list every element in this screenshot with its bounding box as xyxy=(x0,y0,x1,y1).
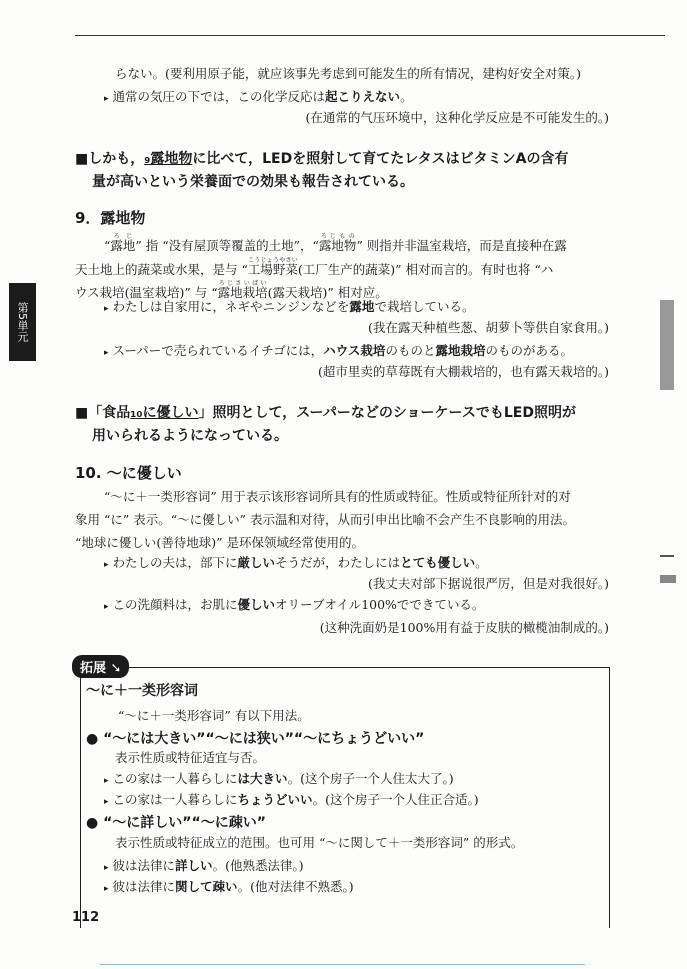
text-line xyxy=(115,750,265,766)
text-segment: ● “～には大きい”“～には狭い”“～にちょうどいい” xyxy=(86,731,425,747)
text-segment: 天土地上的蔬菜或水果，是与 “ xyxy=(75,262,248,277)
translation-line xyxy=(320,620,609,636)
text-segment: ■しかも， xyxy=(75,151,145,167)
bold-term: とても優しい xyxy=(400,555,476,570)
text-segment: 10. ～に優しい xyxy=(75,464,182,482)
text-line xyxy=(92,174,414,190)
bullet-triangle-icon: ▸ xyxy=(104,348,109,358)
example-sentence xyxy=(104,597,484,615)
text-segment: で栽培している。 xyxy=(374,299,475,314)
extension-label-text: 拓展 xyxy=(80,661,107,676)
text-segment: 象用 “に” 表示。“～に優しい” 表示温和对待，从而引申出比喻不会产生不良影响的用法。 xyxy=(75,512,575,527)
text-line xyxy=(75,405,576,421)
translation-line xyxy=(368,320,609,336)
text-line xyxy=(92,428,288,444)
bullet-triangle-icon: ▸ xyxy=(104,94,109,104)
text-segment: “ xyxy=(104,238,111,253)
text-segment: らない。(要利用原子能，就应该事先考虑到可能发生的所有情况，建构好安全对策。) xyxy=(115,66,582,81)
text-segment: 彼は法律に xyxy=(112,879,176,894)
text-segment: 。 xyxy=(475,555,488,570)
text-line xyxy=(115,835,523,851)
example-sentence xyxy=(104,343,573,361)
text-segment: のものと xyxy=(385,343,436,358)
text-segment: そうだが，わたしには xyxy=(275,555,401,570)
bullet-triangle-icon: ▸ xyxy=(104,776,109,786)
bullet-triangle-icon: ▸ xyxy=(104,863,109,873)
bold-term: ちょうどいい xyxy=(237,792,313,807)
example-sentence xyxy=(104,299,474,317)
text-segment: ■「食品 xyxy=(75,405,131,421)
example-sentence xyxy=(104,555,488,573)
bold-term: 厳しい xyxy=(237,555,276,570)
text-segment: 工場野菜こうじょうやさい xyxy=(247,257,298,277)
text-line xyxy=(75,257,553,278)
text-segment: (在通常的气压环境中，这种化学反应是不可能发生的。) xyxy=(305,110,609,125)
text-segment: のものがある。 xyxy=(485,343,573,358)
page-number: 112 xyxy=(72,910,100,925)
text-segment: (超市里卖的草莓既有大棚栽培的，也有露天栽培的。) xyxy=(317,364,609,379)
bold-term: 起こりえない xyxy=(325,89,401,104)
example-sentence xyxy=(104,858,304,876)
scan-artifact xyxy=(660,575,676,583)
text-segment: 露地ろじ xyxy=(110,233,136,253)
text-line xyxy=(104,233,567,254)
text-line xyxy=(115,66,581,82)
text-segment: 露地栽培ろじさいばい xyxy=(217,280,268,300)
translation-line xyxy=(318,364,609,380)
text-segment: 。(这个房子一个人住正合适。) xyxy=(312,792,479,807)
text-segment: 。(这个房子一个人住太大了。) xyxy=(287,771,454,786)
extension-label xyxy=(72,655,129,678)
text-segment: に比べて，LEDを照射して育てたレタスはビタミンAの含有 xyxy=(192,151,569,167)
bullet-triangle-icon: ▸ xyxy=(104,560,109,570)
text-line xyxy=(86,815,266,831)
text-segment: この家は一人暮らしに xyxy=(112,792,238,807)
bullet-triangle-icon: ▸ xyxy=(104,884,109,894)
text-segment: ● “～に詳しい”“～に疎い” xyxy=(86,815,266,831)
bullet-triangle-icon: ▸ xyxy=(104,304,109,314)
bold-term: 詳しい xyxy=(175,858,213,873)
unit-side-tab: 第5単元 xyxy=(9,283,36,361)
text-segment: 9．露地物 xyxy=(75,209,146,227)
example-sentence xyxy=(104,792,479,810)
text-line xyxy=(75,210,145,226)
bullet-triangle-icon: ▸ xyxy=(104,797,109,807)
text-line xyxy=(86,683,198,699)
text-line xyxy=(86,731,424,747)
text-segment: 。 xyxy=(400,89,413,104)
bullet-triangle-icon: ▸ xyxy=(104,602,109,612)
text-line xyxy=(75,535,364,551)
example-sentence xyxy=(104,771,454,789)
text-line xyxy=(75,512,575,528)
text-segment: “～に＋一类形容词” 用于表示该形容词所具有的性质或特征。性质或特征所针对的对 xyxy=(104,489,571,504)
text-line xyxy=(75,151,568,167)
text-segment: 。(他熟悉法律。) xyxy=(212,858,304,873)
text-segment: この家は一人暮らしに xyxy=(112,771,238,786)
text-segment: 表示性质或特征成立的范围。也可用 “～に関して＋一类形容词” 的形式。 xyxy=(115,835,524,850)
bold-term: は大きい xyxy=(237,771,288,786)
text-segment: ウス栽培(温室栽培)” 与 “ xyxy=(75,285,218,300)
text-segment: ～に＋一类形容词 xyxy=(86,683,198,699)
bold-term: 露地栽培 xyxy=(435,343,486,358)
text-segment: 彼は法律に xyxy=(112,858,176,873)
text-segment: ” 指 “没有屋顶等覆盖的土地”，“ xyxy=(135,238,319,253)
arrow-icon: ➘ xyxy=(110,661,122,676)
text-segment: ” 则指并非温室栽培，而是直接种在露 xyxy=(356,238,567,253)
text-segment: (工厂生产的蔬菜)” 相对而言的。有时也将 “ハ xyxy=(297,262,554,277)
text-segment: (露天栽培)” 相对应。 xyxy=(267,285,388,300)
scan-artifact xyxy=(660,555,674,557)
text-segment: わたしは自家用に，ネギやニンジンなどを xyxy=(112,299,350,314)
text-segment: ₉露地物 xyxy=(144,151,193,167)
text-segment: 。(他对法律不熟悉。) xyxy=(237,879,354,894)
bold-term: ハウス栽培 xyxy=(323,343,386,358)
text-segment: 表示性质或特征适宜与否。 xyxy=(115,750,266,765)
text-segment: 量が高いという栄養面での効果も報告されている。 xyxy=(92,174,414,190)
example-sentence xyxy=(104,879,354,897)
text-segment: ₁₀に優しい xyxy=(130,405,199,421)
text-segment: 」照明として，スーパーなどのショーケースでもLED照明が xyxy=(198,405,576,421)
translation-line xyxy=(368,576,609,592)
header-rule xyxy=(75,35,665,36)
text-segment: スーパーで売られているイチゴには， xyxy=(112,343,324,358)
bold-term: 露地 xyxy=(349,299,375,314)
text-segment: わたしの夫は，部下に xyxy=(112,555,238,570)
translation-line xyxy=(305,110,609,126)
bottom-blue-line xyxy=(100,964,585,965)
text-segment: “～に＋一类形容词” 有以下用法。 xyxy=(118,708,310,723)
text-line xyxy=(75,465,182,481)
text-line xyxy=(75,280,388,301)
text-segment: 通常の気圧の下では，この化学反応は xyxy=(112,89,326,104)
text-line xyxy=(118,708,310,724)
text-segment: この洗顔料は，お肌に xyxy=(112,597,238,612)
bold-term: 優しい xyxy=(237,597,276,612)
text-segment: (我丈夫对部下据说很严厉，但是对我很好。) xyxy=(367,576,609,591)
text-segment: 露地物ろじもの xyxy=(318,233,357,253)
text-segment: (我在露天种植些葱、胡萝卜等供自家食用。) xyxy=(367,320,609,335)
bold-term: 関して疎い xyxy=(175,879,238,894)
text-line xyxy=(104,489,571,505)
text-segment: (这种洗面奶是100%用有益于皮肤的橄榄油制成的。) xyxy=(319,620,609,635)
text-segment: 用いられるようになっている。 xyxy=(92,428,288,444)
example-sentence xyxy=(104,89,413,107)
text-segment: “地球に優しい(善待地球)” 是环保领域经常使用的。 xyxy=(75,535,365,550)
text-segment: オリーブオイル100%でできている。 xyxy=(275,597,485,612)
scan-artifact xyxy=(660,300,674,390)
